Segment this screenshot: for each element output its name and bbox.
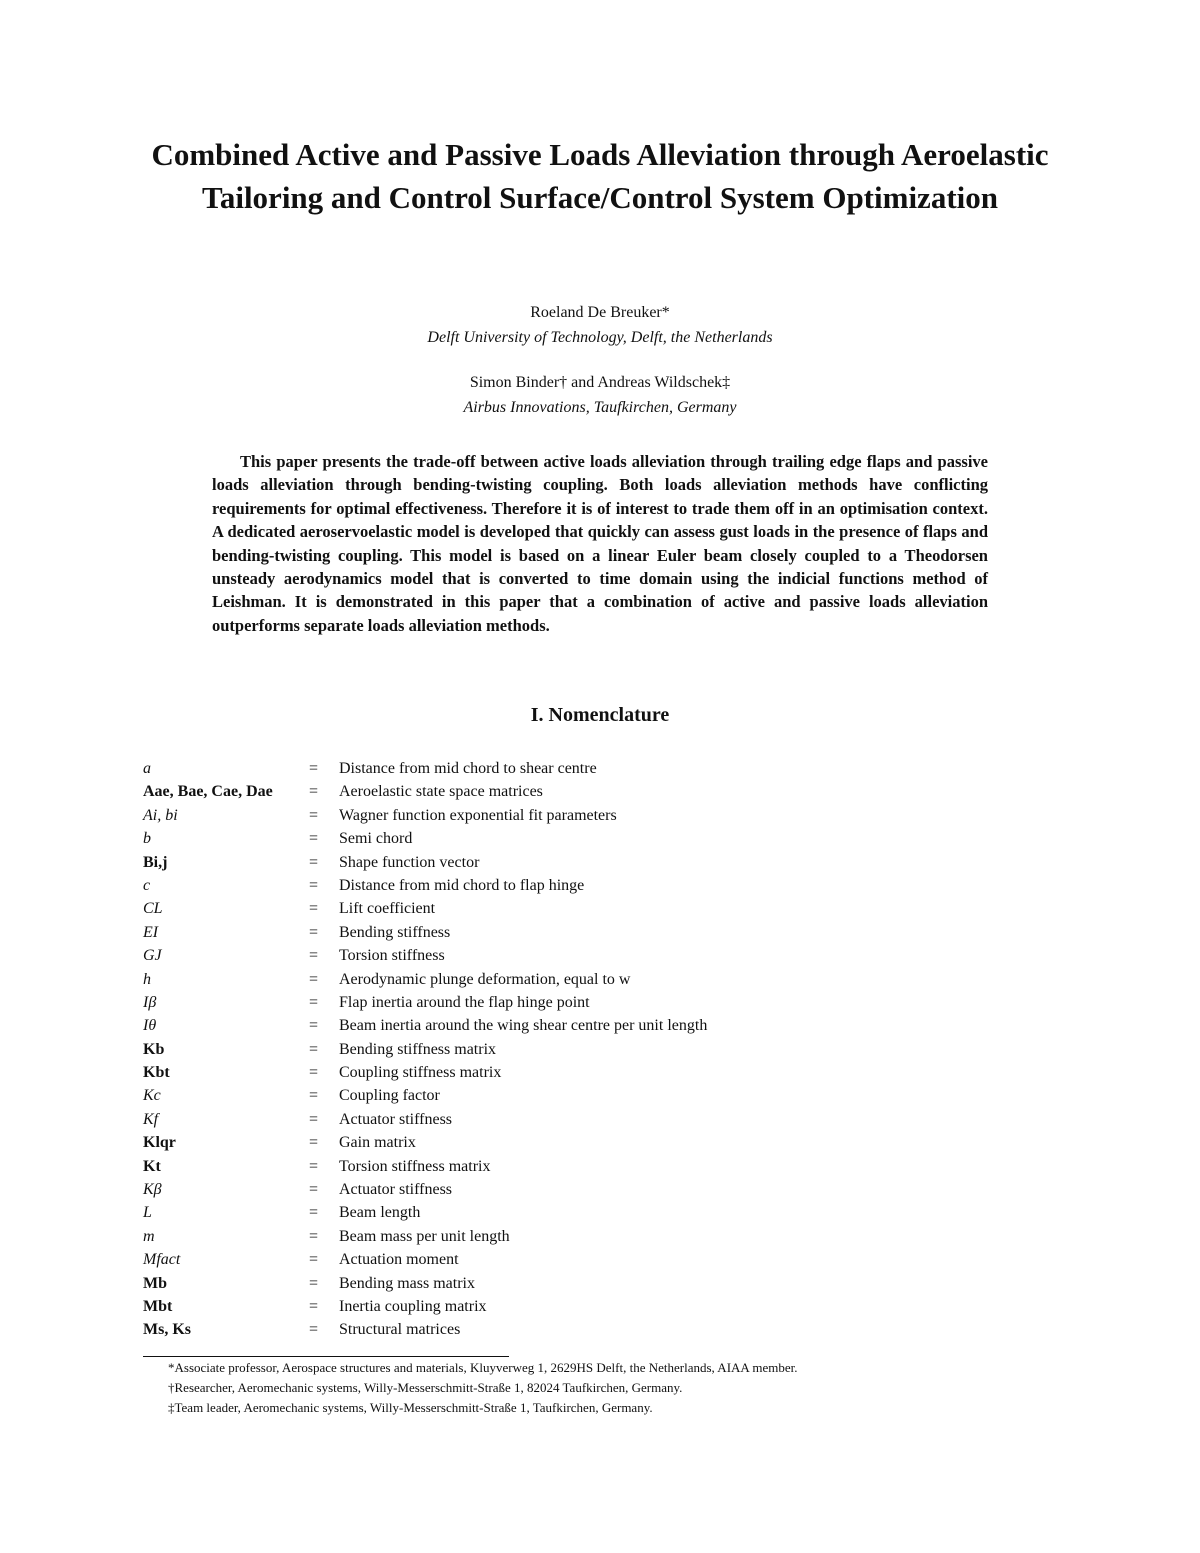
- nomenclature-row: [143, 1178, 1043, 1201]
- nom-symbol: Aae, Bae, Cae, Dae: [143, 783, 273, 801]
- abstract: This paper presents the trade-off between active loads alleviation through trailing edge flaps and passive loads alleviation through bending-twisting coupling. Both loads alleviation methods have conflicting requirements for optimal effectiveness. Therefore it is of interest to trade them off in an optimisation context. A dedicated aeroservoelastic model is developed that quickly can assess gust loads in the presence of flaps and bending-twisting coupling. This model is based on a linear Euler beam closely coupled to a Theodorsen unsteady aerodynamics model that is converted to time domain using the indicial functions method of Leishman. It is demonstrated in this paper that a combination of active and passive loads alleviation outperforms separate loads alleviation methods.: [212, 452, 988, 635]
- nom-equals: =: [309, 1204, 319, 1222]
- nomenclature-row: [143, 1225, 1043, 1248]
- nom-definition: Semi chord: [339, 830, 413, 848]
- nom-definition: Actuator stiffness: [339, 1110, 453, 1128]
- nom-definition: Beam inertia around the wing shear centre per unit length: [339, 1017, 708, 1035]
- nom-equals: =: [309, 1181, 319, 1199]
- nomenclature-row: [143, 1038, 1043, 1061]
- nom-symbol: a: [143, 760, 151, 777]
- section-heading: I. Nomenclature: [530, 704, 670, 726]
- nomenclature-row: [143, 1248, 1043, 1271]
- nom-symbol: Kt: [143, 1157, 161, 1175]
- nom-definition: Structural matrices: [339, 1321, 461, 1339]
- nomenclature-row: [143, 827, 1043, 850]
- nom-symbol: Ms, Ks: [143, 1321, 191, 1339]
- nom-equals: =: [309, 970, 319, 988]
- nom-equals: =: [309, 1110, 319, 1128]
- nom-symbol: m: [143, 1227, 155, 1245]
- nom-equals: =: [309, 1134, 319, 1152]
- nom-equals: =: [309, 1274, 319, 1292]
- nom-equals: =: [309, 993, 319, 1011]
- nom-symbol: GJ: [143, 947, 162, 965]
- nomenclature-row: [143, 991, 1043, 1014]
- nom-definition: Torsion stiffness: [339, 947, 445, 965]
- nomenclature-list: [143, 757, 1043, 1342]
- nom-definition: Distance from mid chord to shear centre: [339, 760, 597, 777]
- nomenclature-row: [143, 1155, 1043, 1178]
- nom-symbol: Kβ: [143, 1181, 162, 1199]
- nom-equals: =: [309, 830, 319, 848]
- nom-symbol: Kc: [143, 1087, 161, 1105]
- nom-symbol: Mb: [143, 1274, 167, 1292]
- nomenclature-row: [143, 1084, 1043, 1107]
- nomenclature-row: [143, 874, 1043, 897]
- nom-equals: =: [309, 876, 319, 894]
- nomenclature-row: [143, 1061, 1043, 1084]
- nom-definition: Coupling factor: [339, 1087, 440, 1105]
- footnote-1: *Associate professor, Aerospace structures and materials, Kluyverweg 1, 2629HS Delft, the Netherlands, AIAA member.: [168, 1360, 798, 1375]
- nom-equals: =: [309, 1040, 319, 1058]
- nomenclature-row: [143, 1318, 1043, 1341]
- nom-definition: Beam length: [339, 1204, 421, 1222]
- nom-equals: =: [309, 1064, 319, 1082]
- nomenclature-row: [143, 851, 1043, 874]
- footnote-3: ‡Team leader, Aeromechanic systems, Willy-Messerschmitt-Straße 1, Taufkirchen, Germany.: [168, 1400, 653, 1415]
- footnote-2: †Researcher, Aeromechanic systems, Willy-Messerschmitt-Straße 1, 82024 Taufkirchen, Germany.: [168, 1380, 683, 1395]
- nom-symbol: Mfact: [143, 1251, 181, 1269]
- nomenclature-row: [143, 1295, 1043, 1318]
- nom-equals: =: [309, 760, 319, 777]
- nom-symbol: Kbt: [143, 1064, 170, 1082]
- nom-symbol: Kf: [143, 1110, 159, 1128]
- nom-definition: Aeroelastic state space matrices: [339, 783, 543, 801]
- nom-definition: Coupling stiffness matrix: [339, 1064, 502, 1082]
- nom-definition: Inertia coupling matrix: [339, 1297, 487, 1315]
- nom-definition: Beam mass per unit length: [339, 1227, 510, 1245]
- nomenclature-row: [143, 1108, 1043, 1131]
- nom-definition: Torsion stiffness matrix: [339, 1157, 491, 1175]
- nomenclature-row: [143, 944, 1043, 967]
- nom-equals: =: [309, 783, 319, 801]
- nom-equals: =: [309, 806, 319, 824]
- nom-equals: =: [309, 900, 319, 918]
- nom-symbol: Bi,j: [143, 853, 168, 871]
- nom-definition: Wagner function exponential fit parameters: [339, 806, 617, 824]
- nom-symbol: Ai, bi: [143, 806, 178, 824]
- nom-symbol: b: [143, 830, 151, 848]
- nom-symbol: Iβ: [143, 993, 157, 1011]
- nom-symbol: Klqr: [143, 1134, 176, 1152]
- nom-definition: Flap inertia around the flap hinge point: [339, 993, 590, 1011]
- nom-symbol: EI: [143, 923, 159, 941]
- nom-definition: Aerodynamic plunge deformation, equal to w: [339, 970, 631, 988]
- nom-symbol: c: [143, 876, 151, 894]
- nom-definition: Shape function vector: [339, 853, 480, 871]
- nomenclature-row: [143, 757, 1043, 780]
- nom-definition: Gain matrix: [339, 1134, 416, 1152]
- footnote-rule: [143, 1356, 509, 1357]
- nom-definition: Distance from mid chord to flap hinge: [339, 876, 585, 894]
- nomenclature-row: [143, 1272, 1043, 1295]
- affiliation-2: Airbus Innovations, Taufkirchen, Germany: [463, 399, 737, 416]
- nom-equals: =: [309, 853, 319, 871]
- nom-equals: =: [309, 947, 319, 965]
- nomenclature-row: [143, 897, 1043, 920]
- author-line-2: Simon Binder† and Andreas Wildschek‡: [469, 374, 731, 391]
- nom-equals: =: [309, 923, 319, 941]
- affiliation-1: Delft University of Technology, Delft, the Netherlands: [427, 329, 773, 346]
- nom-equals: =: [309, 1227, 319, 1245]
- nom-equals: =: [309, 1297, 319, 1315]
- nom-definition: Bending mass matrix: [339, 1274, 475, 1292]
- nom-definition: Actuation moment: [339, 1251, 459, 1269]
- nomenclature-row: [143, 1131, 1043, 1154]
- nom-definition: Actuator stiffness: [339, 1181, 453, 1199]
- nom-equals: =: [309, 1017, 319, 1035]
- nom-symbol: CL: [143, 900, 163, 918]
- nom-equals: =: [309, 1157, 319, 1175]
- nomenclature-row: [143, 780, 1043, 803]
- nom-equals: =: [309, 1087, 319, 1105]
- nomenclature-row: [143, 921, 1043, 944]
- nom-definition: Bending stiffness: [339, 923, 451, 941]
- nom-symbol: Mbt: [143, 1297, 173, 1315]
- nomenclature-row: [143, 1014, 1043, 1037]
- nom-equals: =: [309, 1321, 319, 1339]
- nomenclature-row: [143, 968, 1043, 991]
- nomenclature-row: [143, 1201, 1043, 1224]
- nom-symbol: h: [143, 970, 151, 988]
- author-line-1: Roeland De Breuker*: [530, 304, 670, 321]
- paper-title: Combined Active and Passive Loads Alleviation through Aeroelastic Tailoring and Control Surface/Control System Optimization: [151, 137, 1049, 215]
- nom-definition: Lift coefficient: [339, 900, 436, 918]
- nom-symbol: L: [143, 1204, 152, 1222]
- nomenclature-row: [143, 804, 1043, 827]
- nom-equals: =: [309, 1251, 319, 1269]
- nom-definition: Bending stiffness matrix: [339, 1040, 497, 1058]
- nom-symbol: Kb: [143, 1040, 165, 1058]
- nom-symbol: Iθ: [143, 1017, 157, 1035]
